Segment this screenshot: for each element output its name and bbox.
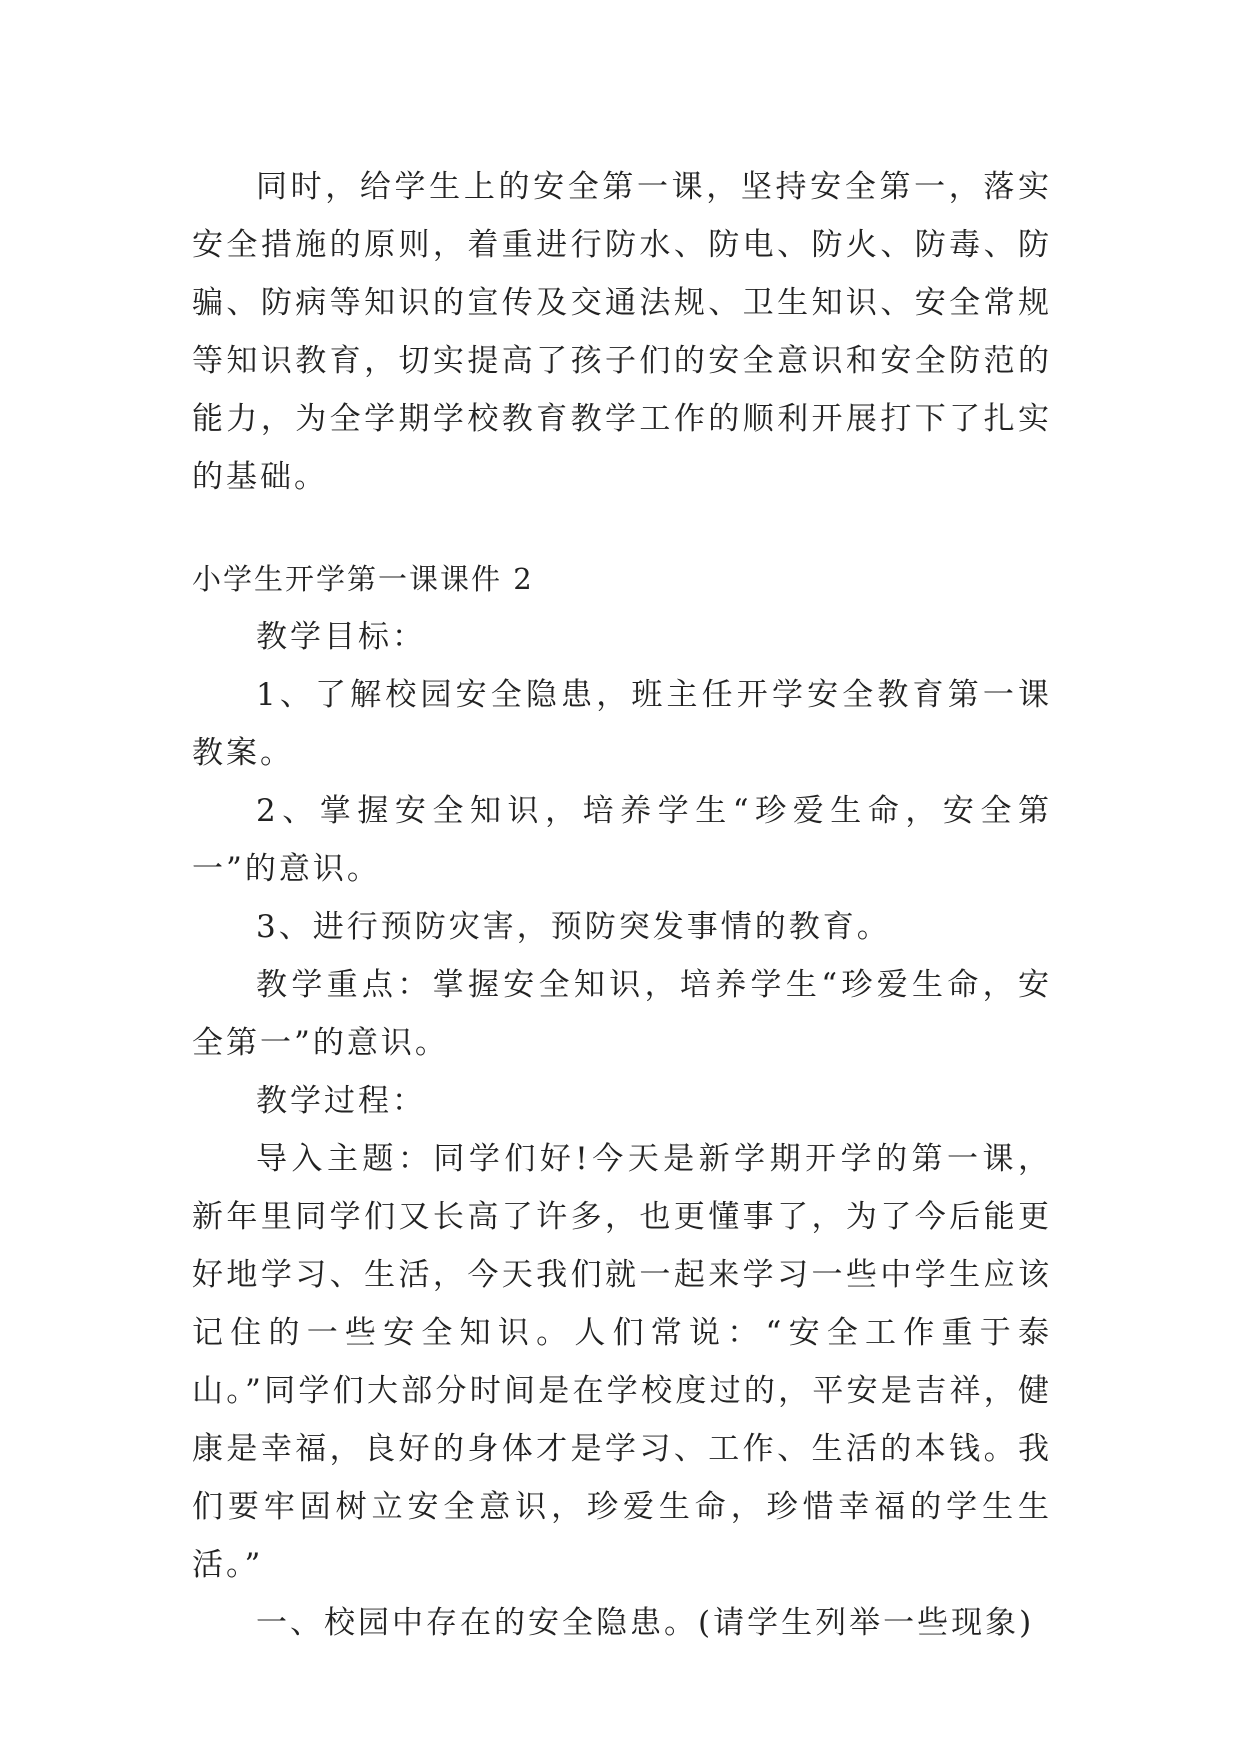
intro-topic-paragraph: 导入主题：同学们好!今天是新学期开学的第一课，新年里同学们又长高了许多，也更懂事了，为了今后能更好地学习、生活，今天我们就一起来学习一些中学生应该记住的一些安全知识。人们常说：“安全工作重于泰山。”同学们大部分时间是在学校度过的，平安是吉祥，健康是幸福，良好的身体才是学习、工作、生活的本钱。我们要牢固树立安全意识，珍爱生命，珍惜幸福的学生生活。” bbox=[192, 1141, 1052, 1583]
teaching-goal-1: 1、了解校园安全隐患，班主任开学安全教育第一课教案。 bbox=[192, 677, 1052, 771]
intro-paragraph: 同时，给学生上的安全第一课，坚持安全第一，落实安全措施的原则，着重进行防水、防电、防火、防毒、防骗、防病等知识的宣传及交通法规、卫生知识、安全常规等知识教育，切实提高了孩子们的安全意识和安全防范的能力，为全学期学校教育教学工作的顺利开展打下了扎实的基础。 bbox=[192, 169, 1052, 495]
teaching-goals-label: 教学目标： bbox=[256, 619, 426, 655]
document-body bbox=[192, 158, 1052, 1652]
teaching-goal-2: 2、掌握安全知识，培养学生“珍爱生命，安全第一”的意识。 bbox=[192, 793, 1052, 887]
teaching-key-point: 教学重点：掌握安全知识，培养学生“珍爱生命，安全第一”的意识。 bbox=[192, 967, 1052, 1061]
section-title: 小学生开学第一课课件 2 bbox=[192, 562, 534, 596]
section-one-heading: 一、校园中存在的安全隐患。(请学生列举一些现象) bbox=[256, 1605, 1035, 1641]
teaching-goal-3: 3、进行预防灾害，预防突发事情的教育。 bbox=[256, 909, 891, 945]
teaching-process-label: 教学过程： bbox=[256, 1083, 426, 1119]
